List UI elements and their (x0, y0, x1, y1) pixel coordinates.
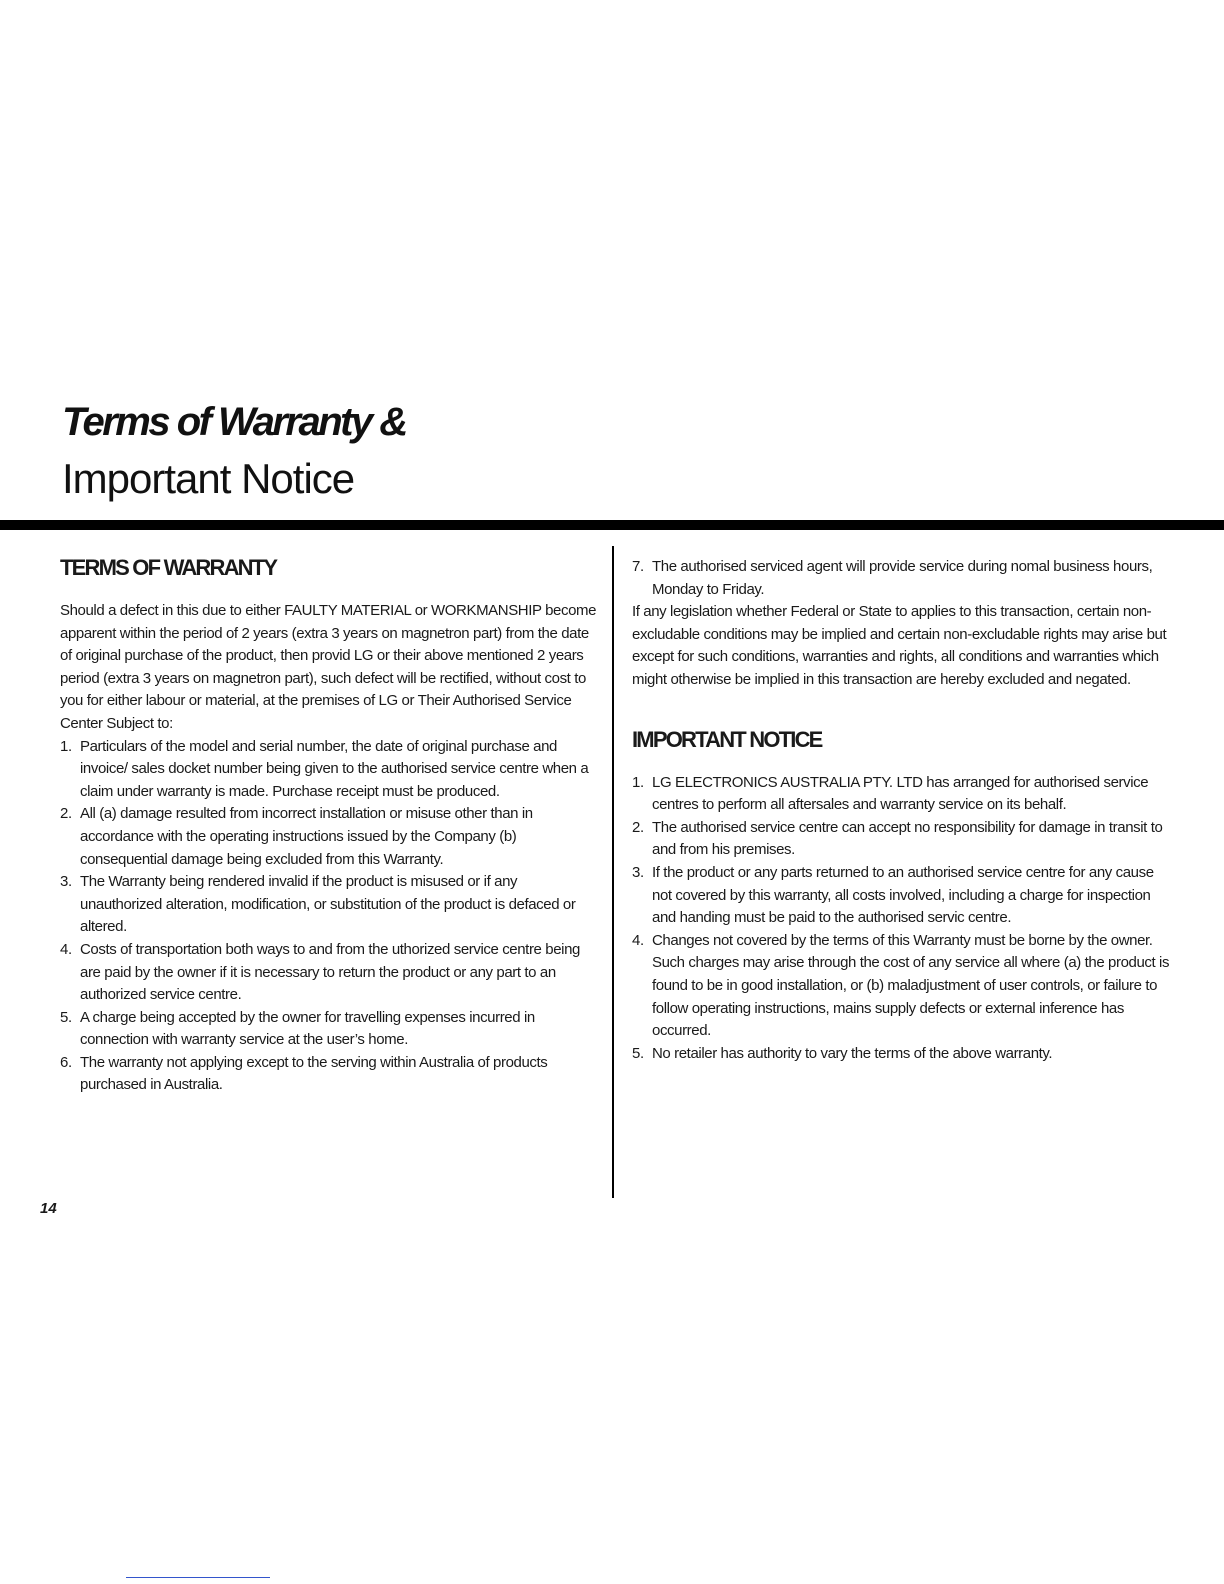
list-item (60, 939, 598, 1007)
item-number: 3. (632, 863, 644, 881)
list-item (632, 862, 1170, 930)
page-subtitle: Important Notice (62, 455, 355, 502)
item-text: A charge being accepted by the owner for travelling expenses incurred in connection with warranty service at the user’s home. (80, 1008, 535, 1049)
list-item (632, 556, 1170, 601)
item-text: LG ELECTRONICS AUSTRALIA PTY. LTD has arranged for authorised service centres to perform all aftersales and warranty service on its behalf. (652, 773, 1149, 814)
item-number: 3. (60, 873, 72, 891)
notice-heading: IMPORTANT NOTICE (632, 726, 822, 752)
item-text: The warranty not applying except to the serving within Australia of products purchased in Australia. (80, 1053, 548, 1094)
item-number: 7. (632, 558, 644, 575)
item-text: Particulars of the model and serial number, the date of original purchase and invoice/ sales docket number being given to the authorised service centre when a claim under warranty is made. Purchase receipt must be produced. (80, 737, 589, 800)
item-text: Costs of transportation both ways to and from the uthorized service centre being are paid by the owner if it is necessary to return the product or any part to an authorized service centre. (80, 940, 580, 1004)
list-item (60, 736, 598, 804)
list-item (60, 1007, 598, 1052)
warranty-intro: Should a defect in this due to either FAULTY MATERIAL or WORKMANSHIP become apparent within the period of 2 years (extra 3 years on magnetron part) from the date of original purchase of the product, then provid LG or their above mentioned 2 years period (extra 3 years on magnetron part), such defect will be rectified, without cost to you for either labour or material, at the premises of LG or Their Authorised Service Center Subject to: (60, 602, 597, 732)
item-number: 1. (632, 773, 644, 791)
list-item (60, 871, 598, 939)
item-number: 5. (60, 1008, 72, 1026)
warranty-list-continued (632, 556, 1170, 601)
item-number: 4. (632, 931, 644, 949)
item-number: 2. (60, 805, 72, 823)
item-text: The Warranty being rendered invalid if the product is misused or if any unauthorized alteration, modification, or substitution of the product is defaced or altered. (80, 873, 576, 936)
item-text: All (a) damage resulted from incorrect installation or misuse other than in accordance with the operating instructions issued by the Company (b) consequential damage being excluded from this Warranty. (80, 805, 533, 868)
list-item (60, 803, 598, 871)
item-number: 1. (60, 737, 72, 755)
item-text: If the product or any parts returned to an authorised service centre for any cause not covered by this warranty, all costs involved, including a charge for inspection and handing must be paid to the authorised servic centre. (652, 863, 1154, 927)
page-number: 14 (40, 1200, 57, 1217)
list-item (60, 1052, 598, 1097)
item-text: Changes not covered by the terms of this Warranty must be borne by the owner. Such charges may arise through the cost of any service all where (a) the product is found to be in good installation, or (b) maladjustment of user controls, or failure to follow operating instructions, mains supply defects or external inference has occurred. (652, 931, 1170, 1040)
notice-column (632, 556, 1170, 1065)
notice-list (632, 772, 1170, 1066)
page-title: Terms of Warranty & (62, 400, 406, 444)
item-number: 6. (60, 1053, 72, 1071)
list-item (632, 817, 1170, 862)
item-text: The authorised serviced agent will provide service during nomal business hours, Monday to Friday. (652, 558, 1153, 598)
column-divider (612, 546, 614, 1198)
footer-link-underline (126, 1577, 270, 1578)
list-item (632, 1043, 1170, 1066)
warranty-heading: TERMS OF WARRANTY (60, 555, 277, 580)
item-number: 2. (632, 818, 644, 836)
warranty-column (60, 548, 598, 1097)
list-item (632, 930, 1170, 1043)
item-number: 4. (60, 940, 72, 958)
warranty-list (60, 736, 598, 1098)
item-text: No retailer has authority to vary the terms of the above warranty. (652, 1044, 1053, 1062)
item-number: 5. (632, 1044, 644, 1062)
legislation-paragraph: If any legislation whether Federal or State to applies to this transaction, certain non-excludable conditions may be implied and certain non-excludable rights may arise but except for such conditions, warranties and rights, all conditions and warranties which might otherwise be implied in this transaction are hereby excluded and negated. (632, 603, 1167, 688)
list-item (632, 772, 1170, 817)
item-text: The authorised service centre can accept no responsibility for damage in transit to and from his premises. (652, 818, 1163, 859)
header-rule (0, 520, 1224, 530)
